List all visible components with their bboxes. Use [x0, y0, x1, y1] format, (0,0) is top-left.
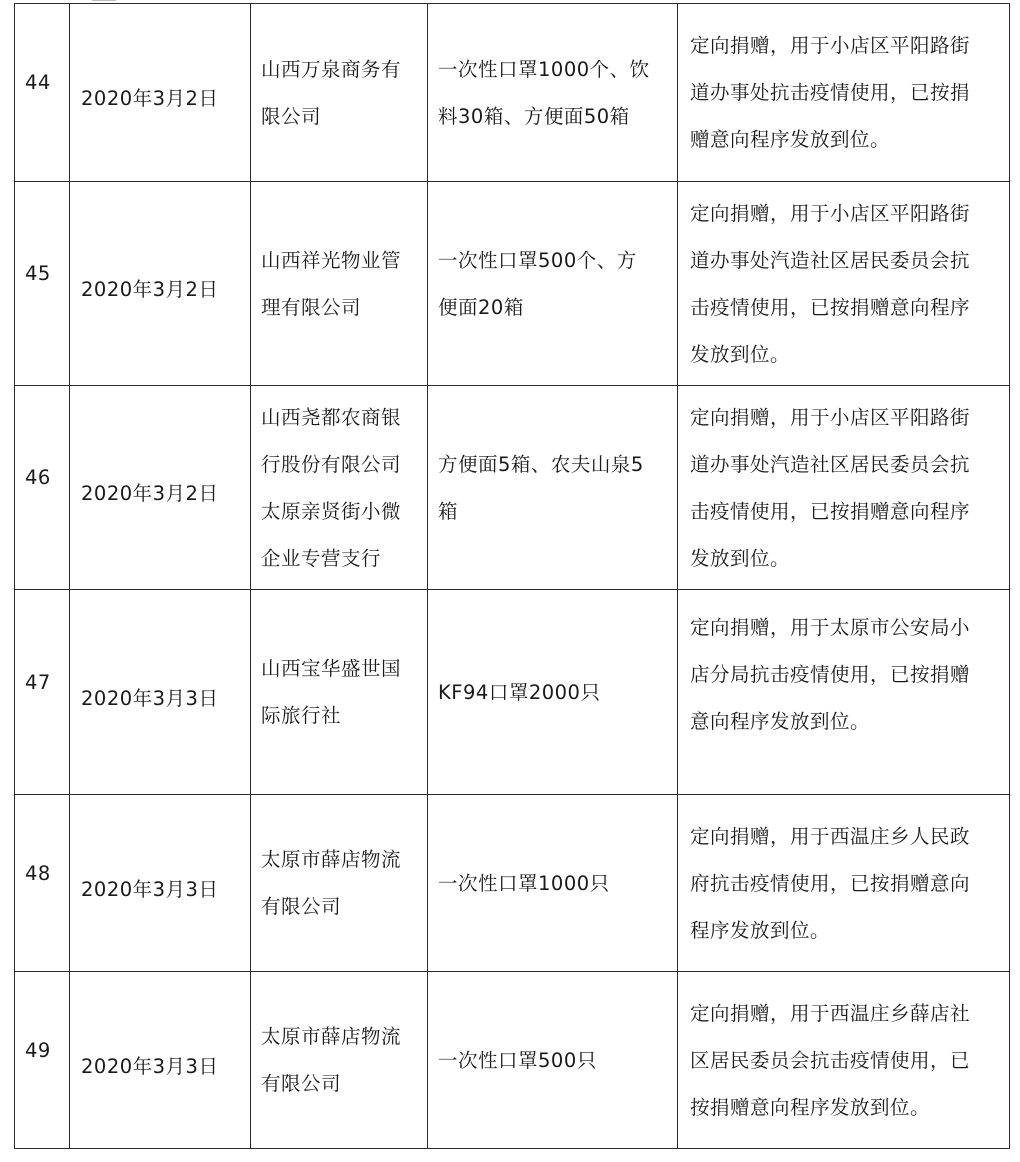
donor-line: 山西祥光物业管 [261, 248, 402, 272]
items-line: 方便面5箱、农夫山泉5 [438, 452, 644, 476]
usage-cell [678, 972, 1010, 1149]
donor-cell [251, 795, 428, 972]
items-cell [428, 590, 678, 795]
table-row [15, 590, 1010, 795]
usage-line: 按捐赠意向程序发放到位。 [690, 1095, 931, 1119]
row-number-cell [15, 182, 70, 386]
usage-line: 赠意向程序发放到位。 [690, 128, 891, 151]
usage-cell [678, 795, 1010, 972]
donation-date: 2020年3月2日 [81, 278, 219, 301]
items-line: 一次性口罩1000只 [438, 871, 610, 895]
usage-cell [678, 590, 1010, 795]
usage-line: 程序发放到位。 [690, 918, 831, 942]
table-row [15, 795, 1010, 972]
row-number-cell [15, 972, 70, 1149]
donor-cell [251, 590, 428, 795]
usage-line: 发放到位。 [690, 546, 791, 570]
donor-line: 山西尧都农商银 [261, 405, 402, 429]
table-row [15, 386, 1010, 590]
row-number-cell [15, 590, 70, 795]
date-cell [70, 386, 251, 590]
table-row [15, 182, 1010, 386]
row-number: 46 [25, 466, 51, 489]
items-line: 一次性口罩500个、方 [438, 248, 637, 272]
items-line: 箱 [438, 499, 459, 523]
donor-line: 有限公司 [261, 1072, 342, 1095]
donor-line: 限公司 [261, 104, 322, 128]
items-line: 一次性口罩1000个、饮 [438, 57, 650, 81]
usage-line: 意向程序发放到位。 [690, 710, 871, 733]
usage-line: 定向捐赠，用于太原市公安局小 [690, 616, 971, 639]
items-cell [428, 386, 678, 590]
row-number-cell [15, 795, 70, 972]
donation-table [14, 3, 1010, 1149]
donor-cell [251, 4, 428, 182]
usage-line: 府抗击疫情使用，已按捐赠意向 [690, 871, 971, 895]
items-cell [428, 4, 678, 182]
donor-cell [251, 182, 428, 386]
row-number: 48 [25, 861, 51, 885]
items-cell [428, 182, 678, 386]
usage-line: 道办事处抗击疫情使用，已按捐 [690, 81, 971, 104]
row-number: 49 [25, 1038, 51, 1062]
date-cell [70, 4, 251, 182]
row-number-cell [15, 386, 70, 590]
usage-line: 定向捐赠，用于小店区平阳路街 [690, 34, 971, 57]
donor-line: 理有限公司 [261, 295, 362, 319]
usage-line: 击疫情使用，已按捐赠意向程序 [690, 499, 971, 523]
row-number-cell [15, 4, 70, 182]
donor-line: 太原市薛店物流 [261, 1025, 402, 1048]
donor-line: 太原亲贤街小微 [261, 499, 402, 523]
donation-date: 2020年3月3日 [81, 686, 219, 710]
donor-cell [251, 386, 428, 590]
usage-line: 定向捐赠，用于小店区平阳路街 [690, 405, 971, 429]
items-line: 便面20箱 [438, 295, 524, 319]
date-cell [70, 795, 251, 972]
usage-line: 区居民委员会抗击疫情使用，已 [690, 1048, 971, 1072]
donation-date: 2020年3月2日 [81, 482, 219, 505]
items-line: KF94口罩2000只 [438, 680, 601, 704]
usage-line: 定向捐赠，用于西温庄乡薛店社 [690, 1001, 971, 1025]
items-cell [428, 795, 678, 972]
donor-line: 际旅行社 [261, 704, 342, 727]
donor-line: 山西万泉商务有 [261, 57, 402, 81]
usage-line: 道办事处汽造社区居民委员会抗 [690, 248, 971, 272]
row-number: 47 [25, 670, 51, 694]
usage-line: 道办事处汽造社区居民委员会抗 [690, 452, 971, 476]
donor-cell [251, 972, 428, 1149]
donation-date: 2020年3月3日 [81, 1054, 219, 1078]
table-row [15, 4, 1010, 182]
donor-line: 有限公司 [261, 895, 342, 918]
usage-cell [678, 4, 1010, 182]
donor-line: 行股份有限公司 [261, 452, 402, 476]
donor-line: 山西宝华盛世国 [261, 657, 402, 680]
items-cell [428, 972, 678, 1149]
row-number: 45 [25, 262, 51, 285]
donor-line: 企业专营支行 [261, 546, 382, 570]
usage-line: 定向捐赠，用于小店区平阳路街 [690, 201, 971, 225]
table-row [15, 972, 1010, 1149]
donor-line: 太原市薛店物流 [261, 848, 402, 871]
items-line: 一次性口罩500只 [438, 1048, 597, 1072]
usage-cell [678, 182, 1010, 386]
usage-line: 定向捐赠，用于西温庄乡人民政 [690, 824, 971, 848]
usage-line: 店分局抗击疫情使用，已按捐赠 [690, 663, 971, 686]
date-cell [70, 590, 251, 795]
items-line: 料30箱、方便面50箱 [438, 104, 630, 128]
usage-line: 击疫情使用，已按捐赠意向程序 [690, 295, 971, 319]
donation-date: 2020年3月2日 [81, 87, 219, 110]
donation-date: 2020年3月3日 [81, 877, 219, 901]
date-cell [70, 972, 251, 1149]
row-number: 44 [25, 71, 51, 94]
usage-line: 发放到位。 [690, 342, 791, 366]
date-cell [70, 182, 251, 386]
usage-cell [678, 386, 1010, 590]
